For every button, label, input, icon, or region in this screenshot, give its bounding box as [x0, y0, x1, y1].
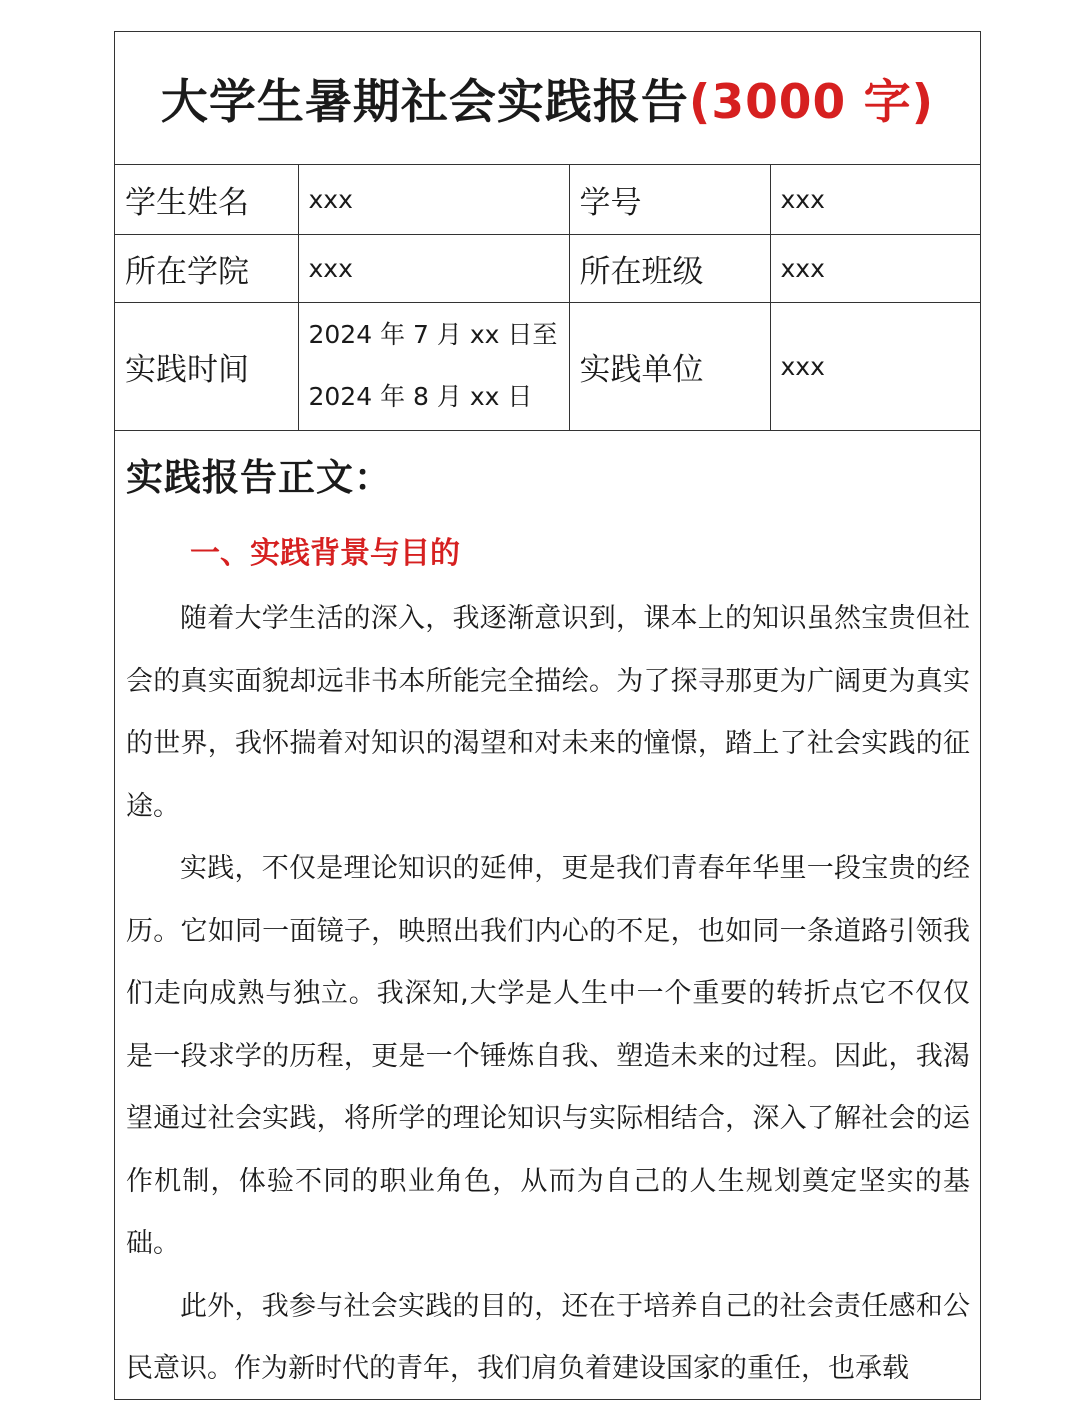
practice-time-end: 2024 年 8 月 xx 日	[308, 382, 533, 411]
class-label: 所在班级	[569, 234, 770, 302]
body-paragraph: 实践，不仅是理论知识的延伸，更是我们青春年华里一段宝贵的经历。它如同一面镜子，映照出我们内心的不足，也如同一条道路引领我们走向成熟与独立。我深知,大学是人生中一个重要的转折点它不仅仅是一段求学的历程，更是一个锤炼自我、塑造未来的过程。因此，我渴望通过社会实践，将所学的理论知识与实际相结合，深入了解社会的运作机制，体验不同的职业角色，从而为自己的人生规划奠定坚实的基础。	[126, 853, 970, 1259]
practice-unit-label: 实践单位	[569, 302, 770, 430]
body-heading: 实践报告正文：	[126, 456, 392, 499]
report-body	[115, 430, 980, 1400]
student-id-value: xxx	[770, 165, 981, 234]
college-label: 所在学院	[115, 234, 298, 302]
practice-time-label: 实践时间	[115, 302, 298, 430]
student-id-label: 学号	[569, 165, 770, 234]
body-paragraph: 此外，我参与社会实践的目的，还在于培养自己的社会责任感和公民意识。作为新时代的青年，我们肩负着建设国家的重任，也承载	[126, 1290, 970, 1384]
practice-unit-value: xxx	[770, 302, 981, 430]
info-table	[115, 165, 981, 431]
college-value: xxx	[298, 234, 569, 302]
info-row-college	[115, 234, 981, 302]
student-name-label: 学生姓名	[115, 165, 298, 234]
report-title	[115, 32, 980, 165]
section-title: 一、实践背景与目的	[190, 536, 460, 571]
student-name-value: xxx	[298, 165, 569, 234]
class-value: xxx	[770, 234, 981, 302]
body-paragraph: 随着大学生活的深入，我逐渐意识到，课本上的知识虽然宝贵但社会的真实面貌却远非书本所能完全描绘。为了探寻那更为广阔更为真实的世界，我怀揣着对知识的渴望和对未来的憧憬，踏上了社会实践的征途。	[126, 603, 970, 822]
title-word-count: (3000 字)	[688, 74, 935, 130]
practice-time-start: 2024 年 7 月 xx 日至	[308, 320, 558, 349]
info-row-student	[115, 165, 981, 234]
report-frame	[114, 31, 981, 1400]
title-main: 大学生暑期社会实践报告	[160, 74, 689, 130]
practice-time-value	[298, 302, 569, 430]
info-row-practice	[115, 302, 981, 430]
